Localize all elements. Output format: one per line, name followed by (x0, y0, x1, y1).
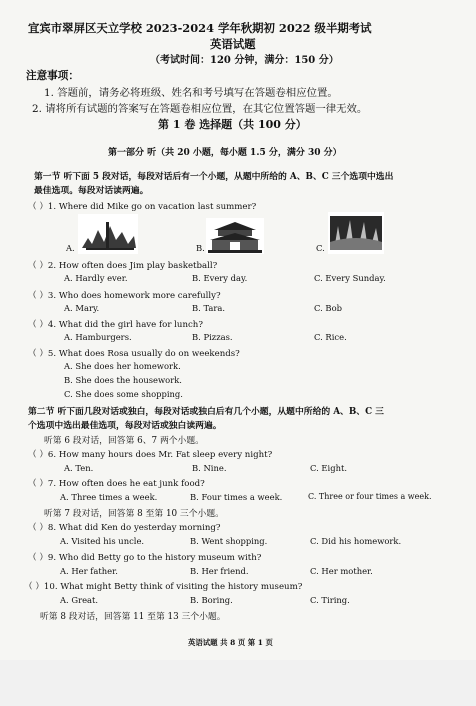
q1-stem: （ ）1. Where did Mike go on vacation last summer? (28, 202, 257, 212)
q1-option-c-image (328, 212, 384, 254)
q10-option-a: A. Great. (60, 595, 99, 605)
section2-instruction-line2: 个选项中选出最佳选项，每段对话或独白读两遍。 (28, 421, 222, 431)
q5-option-b: B. She does the housework. (64, 375, 182, 385)
section1-instruction-line1: 第一节 听下面 5 段对话，每段对话后有一个小题，从题中所给的 A、B、C 三个选项中选出 (34, 172, 394, 182)
q2-option-a: A. Hardly ever. (64, 273, 128, 283)
notice-item-2: 2. 请将所有试题的答案写在答题卷相应位置，在其它位置答题一律无效。 (32, 103, 368, 115)
q1-option-b-image (206, 218, 264, 254)
part1-title: 第一部分 听（共 20 小题，每小题 1.5 分，满分 30 分） (108, 148, 342, 158)
volume-title: 第 1 卷 选择题（共 100 分） (158, 118, 307, 131)
q5-option-c: C. She does some shopping. (64, 389, 183, 399)
exam-title: 宜宾市翠屏区天立学校 2023-2024 学年秋期初 2022 级半期考试 (28, 21, 372, 35)
q9-option-b: B. Her friend. (190, 566, 249, 576)
q10-option-b: B. Boring. (190, 595, 233, 605)
page-footer: 英语试题 共 8 页 第 1 页 (188, 638, 273, 647)
q7-stem: （ ）7. How often does he eat junk food? (28, 479, 205, 489)
q3-option-a: A. Mary. (64, 303, 100, 313)
q6-stem: （ ）6. How many hours does Mr. Fat sleep every night? (28, 450, 273, 460)
q8-option-c: C. Did his homework. (310, 536, 402, 546)
q4-option-b: B. Pizzas. (192, 332, 233, 342)
q6-option-c: C. Eight. (310, 463, 348, 473)
q6-option-a: A. Ten. (64, 463, 94, 473)
q1-option-b-label: B. (196, 243, 205, 253)
q4-stem: （ ）4. What did the girl have for lunch? (28, 320, 203, 330)
q2-option-b: B. Every day. (192, 273, 248, 283)
q3-option-c: C. Bob (314, 303, 342, 313)
q7-option-c: C. Three or four times a week. (308, 492, 432, 501)
exam-subtitle: 英语试题 (210, 37, 256, 51)
section1-instruction-line2: 最佳选项。每段对话读两遍。 (34, 186, 149, 196)
q3-option-b: B. Tara. (192, 303, 226, 313)
q1-option-c-label: C. (316, 243, 325, 253)
q2-stem: （ ）2. How often does Jim play basketball? (28, 261, 218, 271)
q3-stem: （ ）3. Who does homework more carefully? (28, 291, 221, 301)
q10-option-c: C. Tiring. (310, 595, 350, 605)
notice-item-1: 1. 答题前，请务必将班级、姓名和考号填写在答题卷相应位置。 (44, 87, 338, 99)
q9-option-c: C. Her mother. (310, 566, 373, 576)
q8-option-a: A. Visited his uncle. (60, 536, 145, 546)
q5-option-a: A. She does her homework. (64, 361, 181, 371)
dialog6-note: 听第 6 段对话，回答第 6、7 两个小题。 (44, 436, 204, 446)
q1-option-a-image (78, 214, 138, 254)
exam-info: （考试时间：120 分钟，满分：150 分） (150, 55, 339, 66)
q1-option-a-label: A. (66, 243, 75, 253)
dialog7-note: 听第 7 段对话，回答第 8 至第 10 三个小题。 (44, 509, 224, 519)
notice-heading: 注意事项： (26, 70, 79, 82)
q10-stem: （ ）10. What might Betty think of visiting the history museum? (24, 582, 303, 592)
q4-option-a: A. Hamburgers. (64, 332, 132, 342)
q2-option-c: C. Every Sunday. (314, 273, 386, 283)
section2-instruction-line1: 第二节 听下面几段对话或独白，每段对话或独白后有几个小题，从题中所给的 A、B、C 三 (28, 407, 384, 417)
dialog8-note: 听第 8 段对话，回答第 11 至第 13 三个小题。 (40, 612, 226, 622)
q7-option-b: B. Four times a week. (190, 492, 283, 502)
q5-stem: （ ）5. What does Rosa usually do on weekends? (28, 349, 240, 359)
q7-option-a: A. Three times a week. (60, 492, 158, 502)
q4-option-c: C. Rice. (314, 332, 347, 342)
q6-option-b: B. Nine. (192, 463, 227, 473)
q8-stem: （ ）8. What did Ken do yesterday morning? (28, 523, 221, 533)
viewer-bottom-strip (0, 660, 476, 706)
q8-option-b: B. Went shopping. (190, 536, 268, 546)
q9-stem: （ ）9. Who did Betty go to the history museum with? (28, 553, 262, 563)
q9-option-a: A. Her father. (60, 566, 118, 576)
